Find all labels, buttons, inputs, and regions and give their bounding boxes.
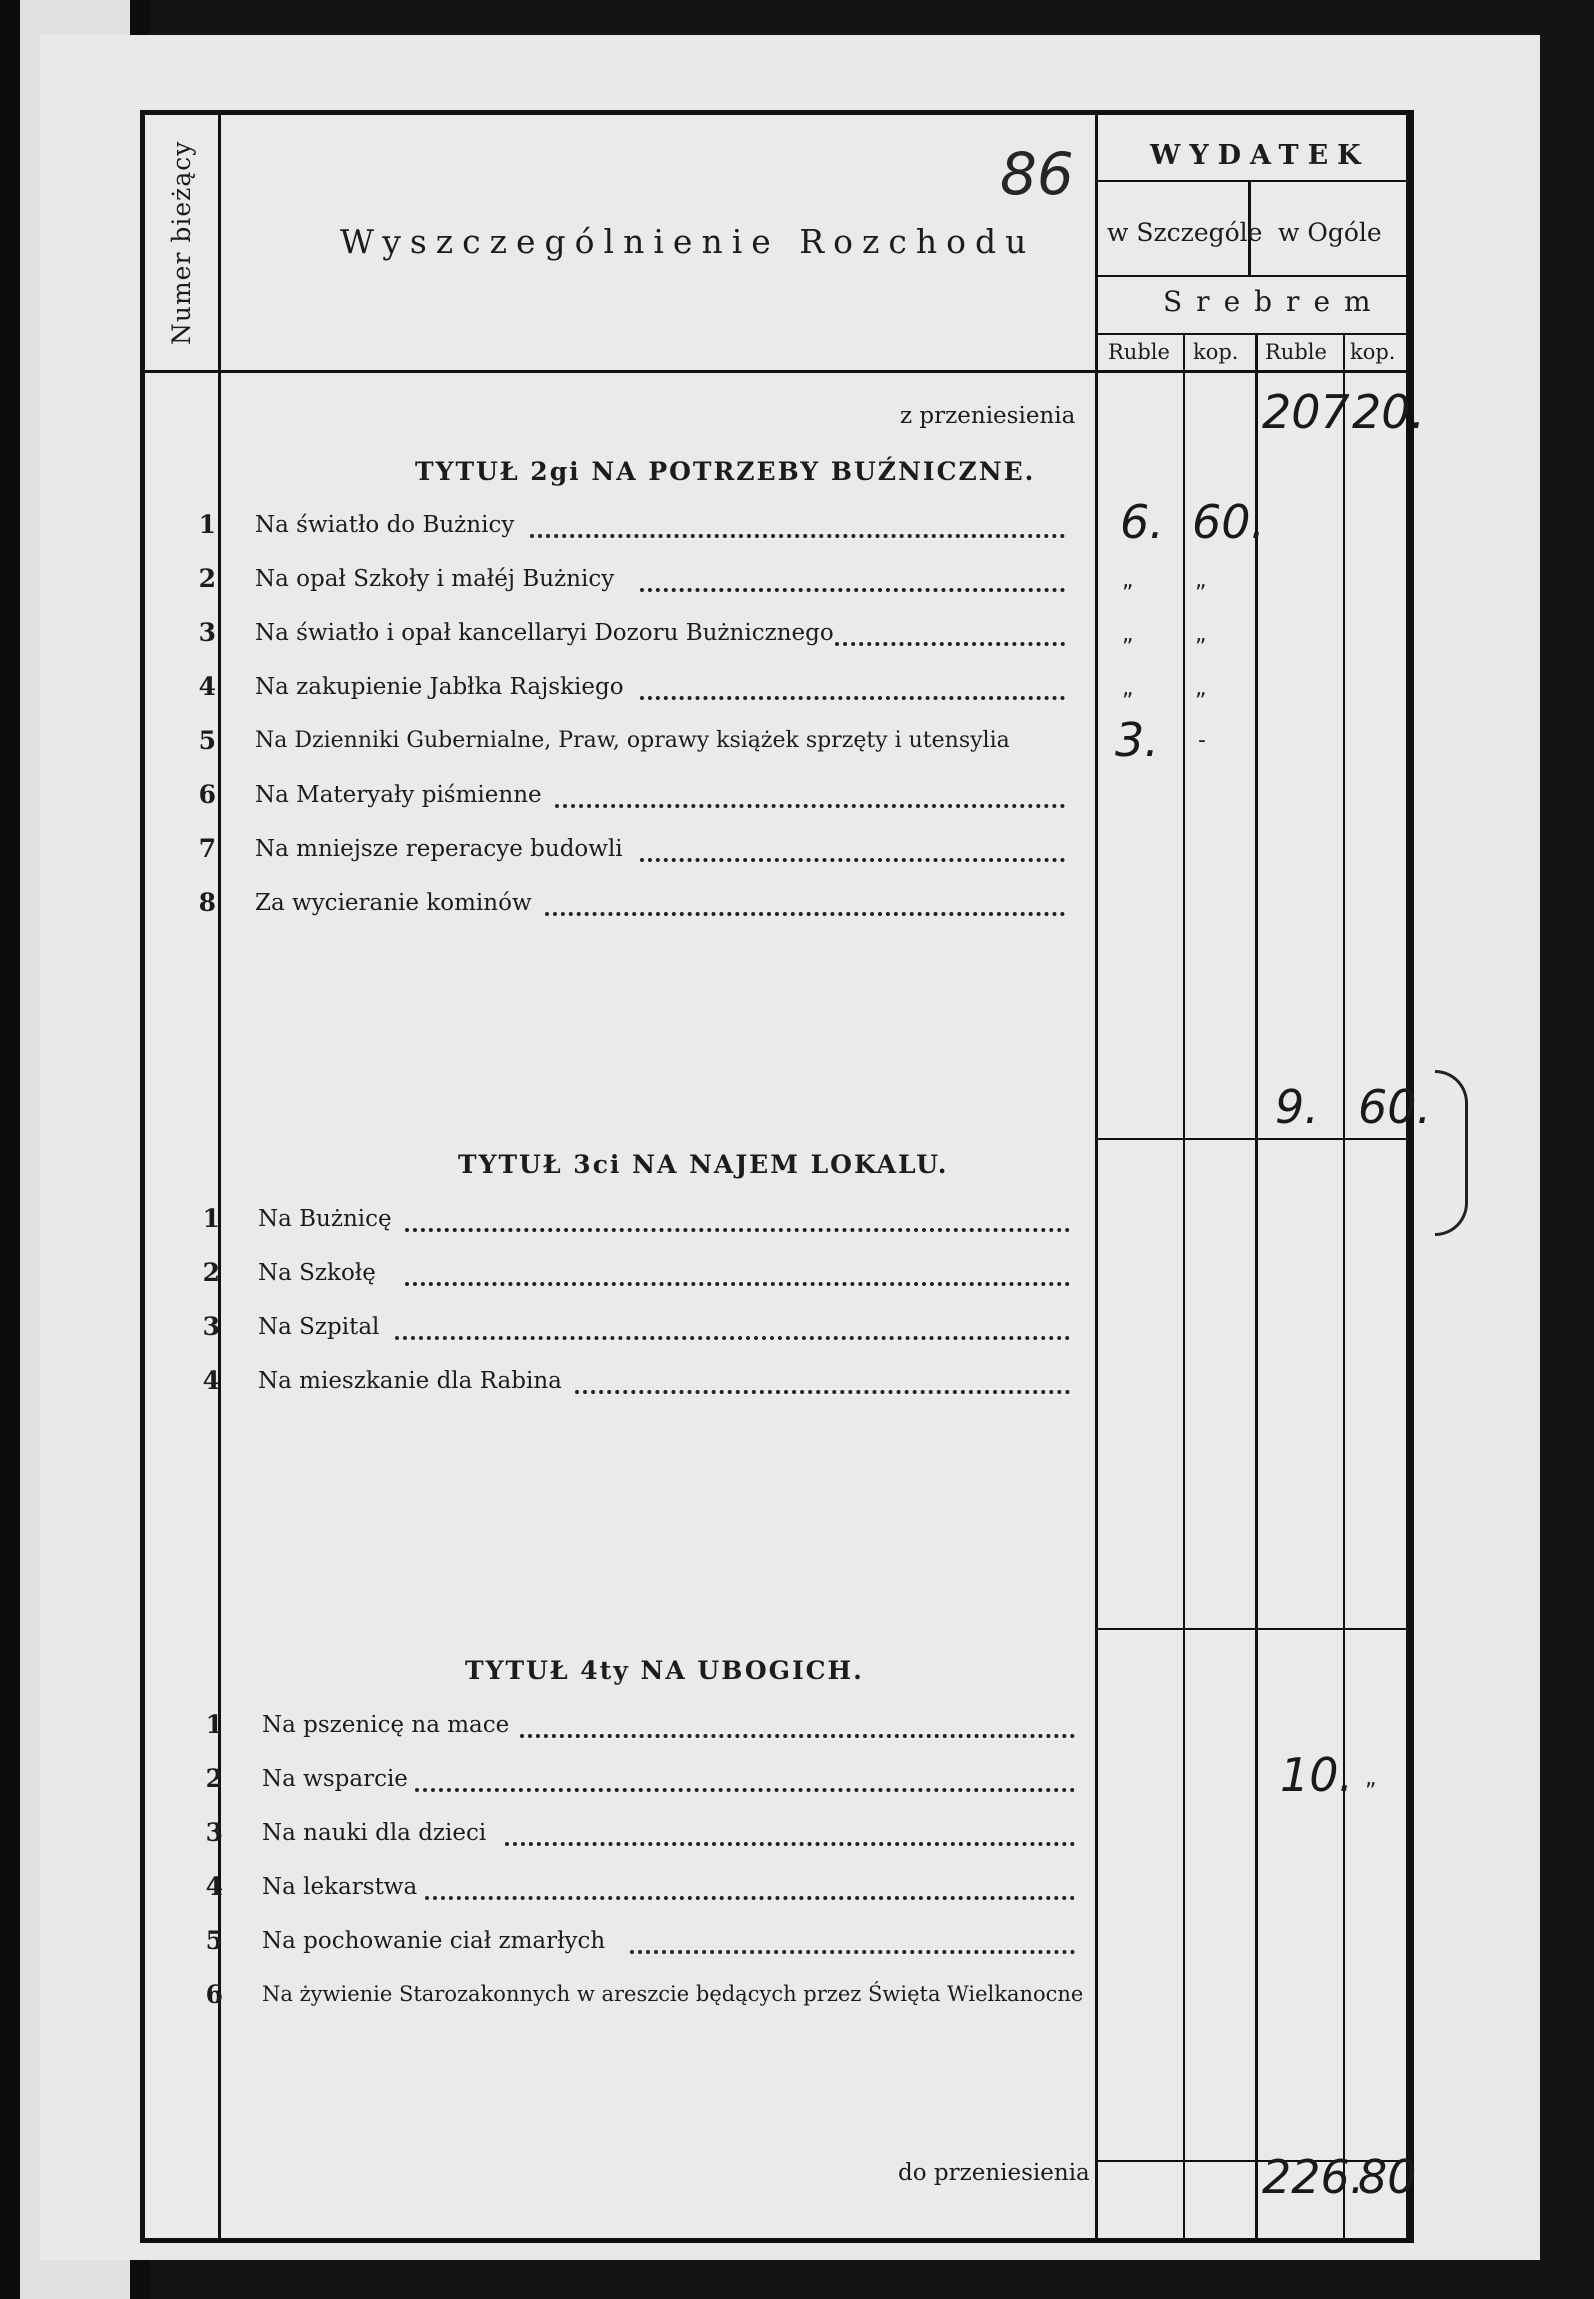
column-rule-number [218, 115, 221, 2238]
header-number-label: Numer bieżący [167, 140, 196, 345]
row-description: Na pszenicę na mace [262, 1712, 510, 1738]
dot-leader [520, 1734, 1075, 1738]
header-wydatek: WYDATEK [1150, 140, 1370, 171]
row-description: Na światło do Bużnicy [255, 512, 515, 538]
row-ruble: „ [1122, 676, 1134, 701]
margin-bracket [1435, 1070, 1468, 1236]
row-kop: - [1198, 728, 1206, 753]
row-number: 4 [205, 1872, 223, 1901]
dot-leader [640, 588, 1065, 592]
row-kop: „ [1195, 676, 1207, 701]
carry-out-label: do przeniesienia [898, 2160, 1090, 2186]
dot-leader [505, 1842, 1075, 1846]
section4-wsparcie-kop: „ [1365, 1766, 1377, 1791]
row-ruble: 6. [1120, 495, 1164, 549]
carry-in-kop: 20. [1352, 385, 1426, 439]
dot-leader [405, 1228, 1070, 1232]
row-number: 2 [202, 1258, 220, 1287]
dot-leader [425, 1896, 1075, 1900]
dot-leader [640, 858, 1065, 862]
header-rule-wydatek [1097, 180, 1408, 182]
dot-leader [395, 1336, 1070, 1340]
folio-number: 86 [1000, 140, 1074, 208]
column-rule-ruble2 [1255, 335, 1258, 2238]
row-description: Na żywienie Starozakonnych w areszcie będących przez Święta Wielkanocne [262, 1982, 1084, 2006]
row-number: 1 [202, 1204, 220, 1233]
dot-leader [405, 1282, 1070, 1286]
dot-leader [415, 1788, 1075, 1792]
row-number: 8 [198, 888, 216, 917]
row-number: 2 [205, 1764, 223, 1793]
dot-leader [545, 912, 1065, 916]
column-rule-kop2 [1343, 335, 1345, 2238]
row-description: Na nauki dla dzieci [262, 1820, 487, 1846]
row-kop: „ [1195, 622, 1207, 647]
row-ruble: „ [1122, 568, 1134, 593]
row-ruble: „ [1122, 622, 1134, 647]
section3-total-rule [1097, 1628, 1408, 1630]
row-number: 6 [198, 780, 216, 809]
row-description: Na Bużnicę [258, 1206, 392, 1232]
header-bottom-rule [145, 370, 1408, 373]
header-w-szczegole: w Szczególe [1107, 218, 1263, 247]
dot-leader [640, 696, 1065, 700]
row-number: 4 [198, 672, 216, 701]
row-number: 4 [202, 1366, 220, 1395]
header-kop-2: kop. [1350, 340, 1396, 364]
header-ruble-2: Ruble [1265, 340, 1327, 364]
section-title-2: TYTUŁ 2gi NA POTRZEBY BUŹNICZNE. [415, 457, 1036, 486]
header-srebrem: Srebrem [1163, 285, 1385, 318]
row-number: 3 [198, 618, 216, 647]
header-rule-units [1097, 333, 1408, 335]
row-description: Na Materyały piśmienne [255, 782, 542, 808]
row-description: Na wsparcie [262, 1766, 408, 1792]
row-number: 1 [198, 510, 216, 539]
dot-leader [555, 804, 1065, 808]
section-title-4: TYTUŁ 4ty NA UBOGICH. [465, 1656, 864, 1685]
row-description: Na lekarstwa [262, 1874, 418, 1900]
section-title-3: TYTUŁ 3ci NA NAJEM LOKALU. [458, 1150, 949, 1179]
row-description: Na zakupienie Jabłka Rajskiego [255, 674, 624, 700]
carry-in-ruble: 207 [1262, 385, 1350, 439]
row-number: 3 [202, 1312, 220, 1341]
row-description: Na opał Szkoły i małéj Bużnicy [255, 566, 615, 592]
row-number: 3 [205, 1818, 223, 1847]
carry-out-kop: 80 [1358, 2150, 1417, 2204]
row-number: 5 [198, 726, 216, 755]
column-rule-kop1 [1183, 335, 1185, 2238]
row-description: Na mieszkanie dla Rabina [258, 1368, 562, 1394]
row-number: 2 [198, 564, 216, 593]
header-rule-srebrem [1097, 275, 1408, 277]
section2-total-rule [1097, 1138, 1408, 1140]
header-title: Wyszczególnienie Rozchodu [340, 222, 1036, 261]
section4-wsparcie-ruble: 10. [1280, 1748, 1354, 1802]
carry-out-ruble: 226. [1262, 2150, 1365, 2204]
row-number: 6 [205, 1980, 223, 2009]
row-description: Za wycieranie kominów [255, 890, 532, 916]
header-kop-1: kop. [1193, 340, 1239, 364]
row-number: 1 [205, 1710, 223, 1739]
row-description: Na Szpital [258, 1314, 380, 1340]
section2-total-kop: 60. [1358, 1080, 1432, 1134]
row-kop: 60. [1192, 495, 1266, 549]
header-w-ogole: w Ogóle [1278, 218, 1382, 247]
section2-total-ruble: 9. [1275, 1080, 1319, 1134]
row-description: Na pochowanie ciał zmarłych [262, 1928, 606, 1954]
row-ruble: 3. [1115, 713, 1159, 767]
carry-in-label: z przeniesienia [900, 403, 1076, 429]
dot-leader [835, 642, 1065, 646]
row-description: Na Szkołę [258, 1260, 376, 1286]
row-number: 7 [198, 834, 216, 863]
column-rule-amounts [1095, 115, 1098, 2238]
row-description: Na Dzienniki Gubernialne, Praw, oprawy książek sprzęty i utensylia [255, 728, 1010, 753]
dot-leader [575, 1390, 1070, 1394]
dot-leader [630, 1950, 1075, 1954]
row-description: Na światło i opał kancellaryi Dozoru Bużnicznego [255, 620, 834, 646]
row-number: 5 [205, 1926, 223, 1955]
row-kop: „ [1195, 568, 1207, 593]
dot-leader [530, 534, 1065, 538]
header-ruble-1: Ruble [1108, 340, 1170, 364]
row-description: Na mniejsze reperacye budowli [255, 836, 623, 862]
